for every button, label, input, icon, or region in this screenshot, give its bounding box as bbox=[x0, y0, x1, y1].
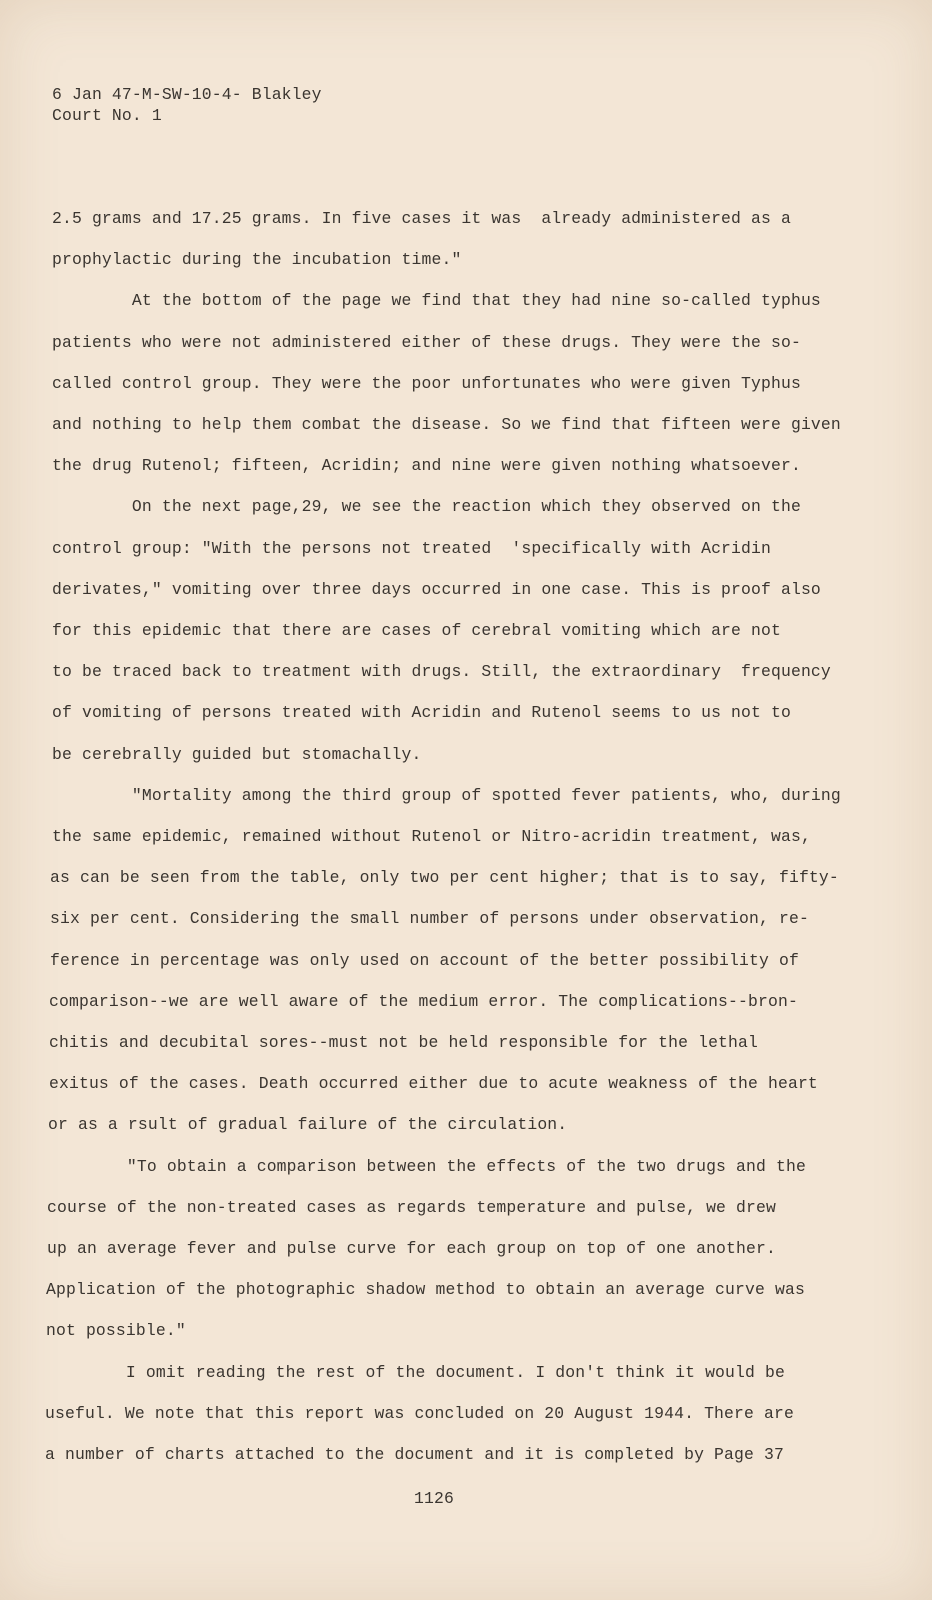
text-line: useful. We note that this report was concluded on 20 August 1944. There are bbox=[45, 1404, 794, 1423]
page-number: 1126 bbox=[414, 1489, 454, 1508]
text-line: six per cent. Considering the small number of persons under observation, re- bbox=[50, 909, 809, 928]
text-line: Application of the photographic shadow method to obtain an average curve was bbox=[46, 1280, 805, 1299]
text-line: or as a rsult of gradual failure of the circulation. bbox=[48, 1115, 568, 1134]
text-line: as can be seen from the table, only two per cent higher; that is to say, fifty- bbox=[50, 868, 839, 887]
text-line: and nothing to help them combat the disease. So we find that fifteen were given bbox=[52, 415, 841, 434]
text-line: a number of charts attached to the document and it is completed by Page 37 bbox=[45, 1445, 784, 1464]
text-line: comparison--we are well aware of the medium error. The complications--bron- bbox=[49, 992, 798, 1011]
document-header bbox=[52, 84, 322, 126]
text-line: for this epidemic that there are cases of cerebral vomiting which are not bbox=[52, 621, 781, 640]
text-line: not possible." bbox=[46, 1321, 186, 1340]
text-line: exitus of the cases. Death occurred either due to acute weakness of the heart bbox=[49, 1074, 818, 1093]
text-line: of vomiting of persons treated with Acridin and Rutenol seems to us not to bbox=[52, 703, 791, 722]
text-line: prophylactic during the incubation time." bbox=[52, 250, 462, 269]
text-line: up an average fever and pulse curve for each group on top of one another. bbox=[47, 1239, 776, 1258]
text-line: patients who were not administered either of these drugs. They were the so- bbox=[52, 333, 801, 352]
text-line: control group: "With the persons not treated 'specifically with Acridin bbox=[52, 539, 771, 558]
text-line: "To obtain a comparison between the effects of the two drugs and the bbox=[47, 1157, 806, 1176]
text-line: 2.5 grams and 17.25 grams. In five cases it was already administered as a bbox=[52, 209, 791, 228]
text-line: course of the non-treated cases as regards temperature and pulse, we drew bbox=[47, 1198, 776, 1217]
text-line: "Mortality among the third group of spotted fever patients, who, during bbox=[52, 786, 841, 805]
text-line: At the bottom of the page we find that they had nine so-called typhus bbox=[52, 291, 821, 310]
text-line: chitis and decubital sores--must not be held responsible for the lethal bbox=[49, 1033, 759, 1052]
text-line: On the next page,29, we see the reaction which they observed on the bbox=[52, 497, 801, 516]
text-line: to be traced back to treatment with drugs. Still, the extraordinary frequency bbox=[52, 662, 831, 681]
text-line: called control group. They were the poor unfortunates who were given Typhus bbox=[52, 374, 801, 393]
text-line: be cerebrally guided but stomachally. bbox=[52, 745, 422, 764]
header-line-court: Court No. 1 bbox=[52, 106, 162, 125]
text-line: ference in percentage was only used on account of the better possibility of bbox=[50, 951, 799, 970]
text-line: the same epidemic, remained without Rutenol or Nitro-acridin treatment, was, bbox=[52, 827, 811, 846]
text-line: I omit reading the rest of the document. I don't think it would be bbox=[46, 1363, 785, 1382]
header-line-transcript-id: 6 Jan 47-M-SW-10-4- Blakley bbox=[52, 85, 322, 104]
text-line: derivates," vomiting over three days occurred in one case. This is proof also bbox=[52, 580, 821, 599]
text-line: the drug Rutenol; fifteen, Acridin; and nine were given nothing whatsoever. bbox=[52, 456, 801, 475]
